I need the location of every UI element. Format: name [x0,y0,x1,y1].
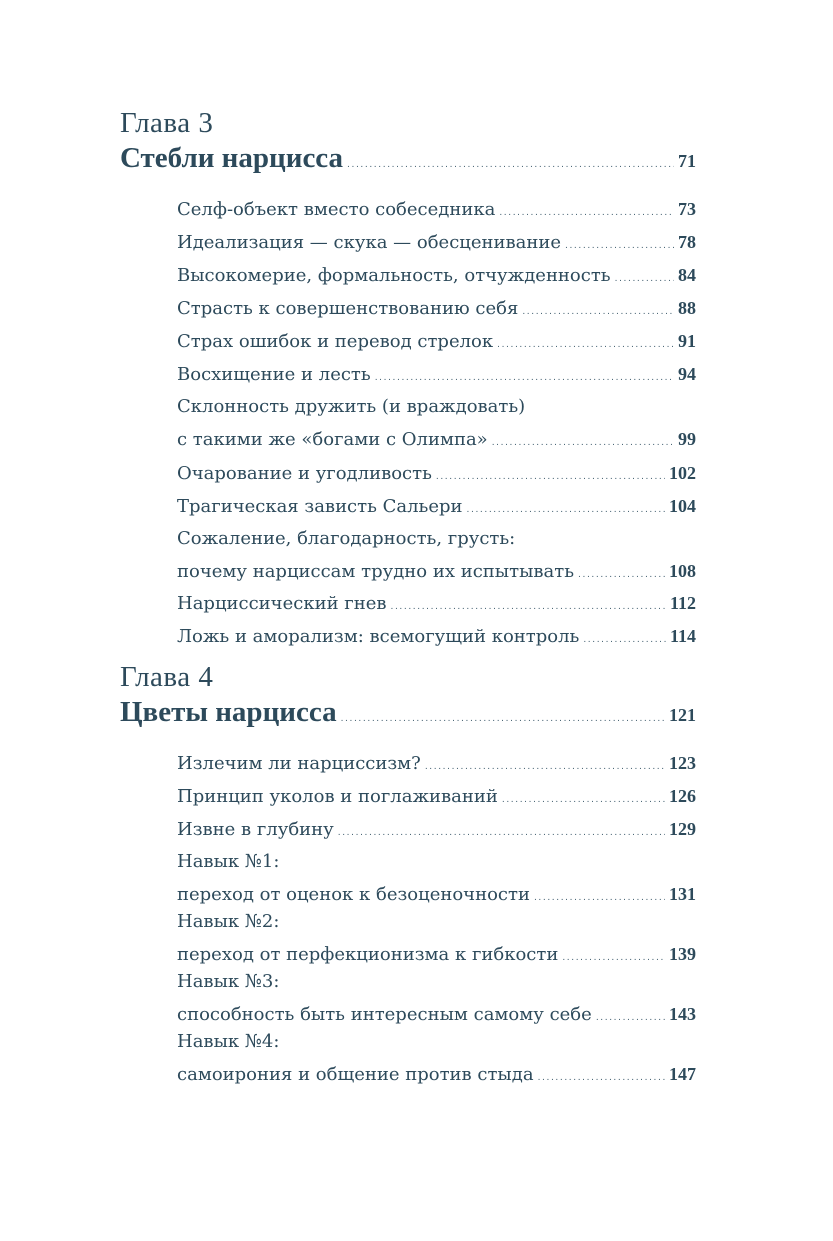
toc-entry[interactable] [177,620,696,656]
dot-leader [338,817,665,849]
toc-entry[interactable] [177,358,696,394]
entry-title: Страх ошибок и перевод стрелок [177,331,494,352]
entry-title: Трагическая зависть Сальери [177,496,463,517]
entry-title-first-line: Навык №3: [177,971,280,992]
dot-leader [436,461,665,493]
toc-entry[interactable] [177,813,696,849]
dot-leader [502,784,665,816]
chapter-3 [120,106,696,647]
toc-entry[interactable] [177,457,696,493]
entry-title-first-line: Навык №2: [177,911,280,932]
entry-page-number: 143 [669,1004,696,1024]
entry-page-number: 99 [678,429,696,449]
dot-leader [467,494,665,526]
entry-title-first-line: Навык №1: [177,851,280,872]
toc-entry[interactable] [177,587,696,623]
entry-page-number: 102 [669,463,696,483]
dot-leader [615,263,674,295]
chapter-page-number: 71 [678,151,696,171]
entry-title: Высокомерие, формальность, отчужденность [177,265,611,286]
toc-entry[interactable] [177,523,696,591]
dot-leader [538,1062,665,1094]
entry-page-number: 112 [669,593,696,613]
entry-page-number: 88 [678,298,696,318]
chapter-title: Стебли нарцисса [120,142,344,174]
toc-entry[interactable] [177,1026,696,1094]
entry-page-number: 147 [669,1064,696,1084]
entry-title: Очарование и угодливость [177,463,432,484]
dot-leader [497,329,674,361]
dot-leader [347,147,674,183]
toc-entry[interactable] [177,490,696,526]
toc-entry[interactable] [177,325,696,361]
dot-leader [522,296,674,328]
toc-entry[interactable] [177,391,696,459]
toc-entry[interactable] [177,193,696,229]
dot-leader [565,230,674,262]
entry-title-first-line: Сожаление, благодарность, грусть: [177,528,516,549]
entry-title: с такими же «богами с Олимпа» [177,429,488,450]
toc-entry[interactable] [177,906,696,974]
dot-leader [375,362,674,394]
chapter-4 [120,660,696,1085]
entry-page-number: 104 [669,496,696,516]
dot-leader [341,701,665,737]
chapter-number: Глава 4 [120,661,214,693]
chapter-number: Глава 3 [120,107,214,139]
entry-page-number: 78 [678,232,696,252]
entry-title: Идеализация — скука — обесценивание [177,232,562,253]
entry-title: Страсть к совершенствованию себя [177,298,519,319]
entry-page-number: 108 [669,561,696,581]
entry-title: Принцип уколов и поглаживаний [177,786,498,807]
entry-page-number: 139 [669,944,696,964]
chapter-title-row[interactable] [120,694,696,737]
entry-page-number: 123 [669,753,696,773]
entry-title: Восхищение и лесть [177,364,371,385]
entry-title: Нарциссический гнев [177,593,387,614]
entry-title: почему нарциссам трудно их испытывать [177,561,575,582]
dot-leader [492,427,674,459]
entry-title: Селф-объект вместо собеседника [177,199,496,220]
entry-title: способность быть интересным самому себе [177,1004,592,1025]
toc-entry[interactable] [177,747,696,783]
toc-entry[interactable] [177,780,696,816]
toc-entry[interactable] [177,292,696,328]
entry-title: Извне в глубину [177,819,334,840]
toc-entry[interactable] [177,966,696,1034]
dot-leader [391,591,666,623]
dot-leader [499,197,674,229]
chapter-page-number: 121 [669,705,696,725]
entry-title: Излечим ли нарциссизм? [177,753,421,774]
entry-title-first-line: Склонность дружить (и враждовать) [177,396,526,417]
entry-page-number: 129 [669,819,696,839]
entry-page-number: 91 [678,331,696,351]
entry-title: переход от оценок к безоценочности [177,884,530,905]
entry-page-number: 84 [678,265,696,285]
toc-entry[interactable] [177,846,696,914]
chapter-title: Цветы нарцисса [120,696,337,728]
entry-title: переход от перфекционизма к гибкости [177,944,559,965]
chapter-title-row[interactable] [120,140,696,183]
dot-leader [425,751,665,783]
entry-page-number: 94 [678,364,696,384]
entry-page-number: 73 [678,199,696,219]
entry-title: Ложь и аморализм: всемогущий контроль [177,626,580,647]
toc-entry[interactable] [177,259,696,295]
entry-page-number: 131 [669,884,696,904]
toc-entry[interactable] [177,226,696,262]
dot-leader [583,624,666,656]
entry-page-number: 126 [669,786,696,806]
entry-title: самоирония и общение против стыда [177,1064,534,1085]
entry-title-first-line: Навык №4: [177,1031,280,1052]
entry-page-number: 114 [669,626,696,646]
